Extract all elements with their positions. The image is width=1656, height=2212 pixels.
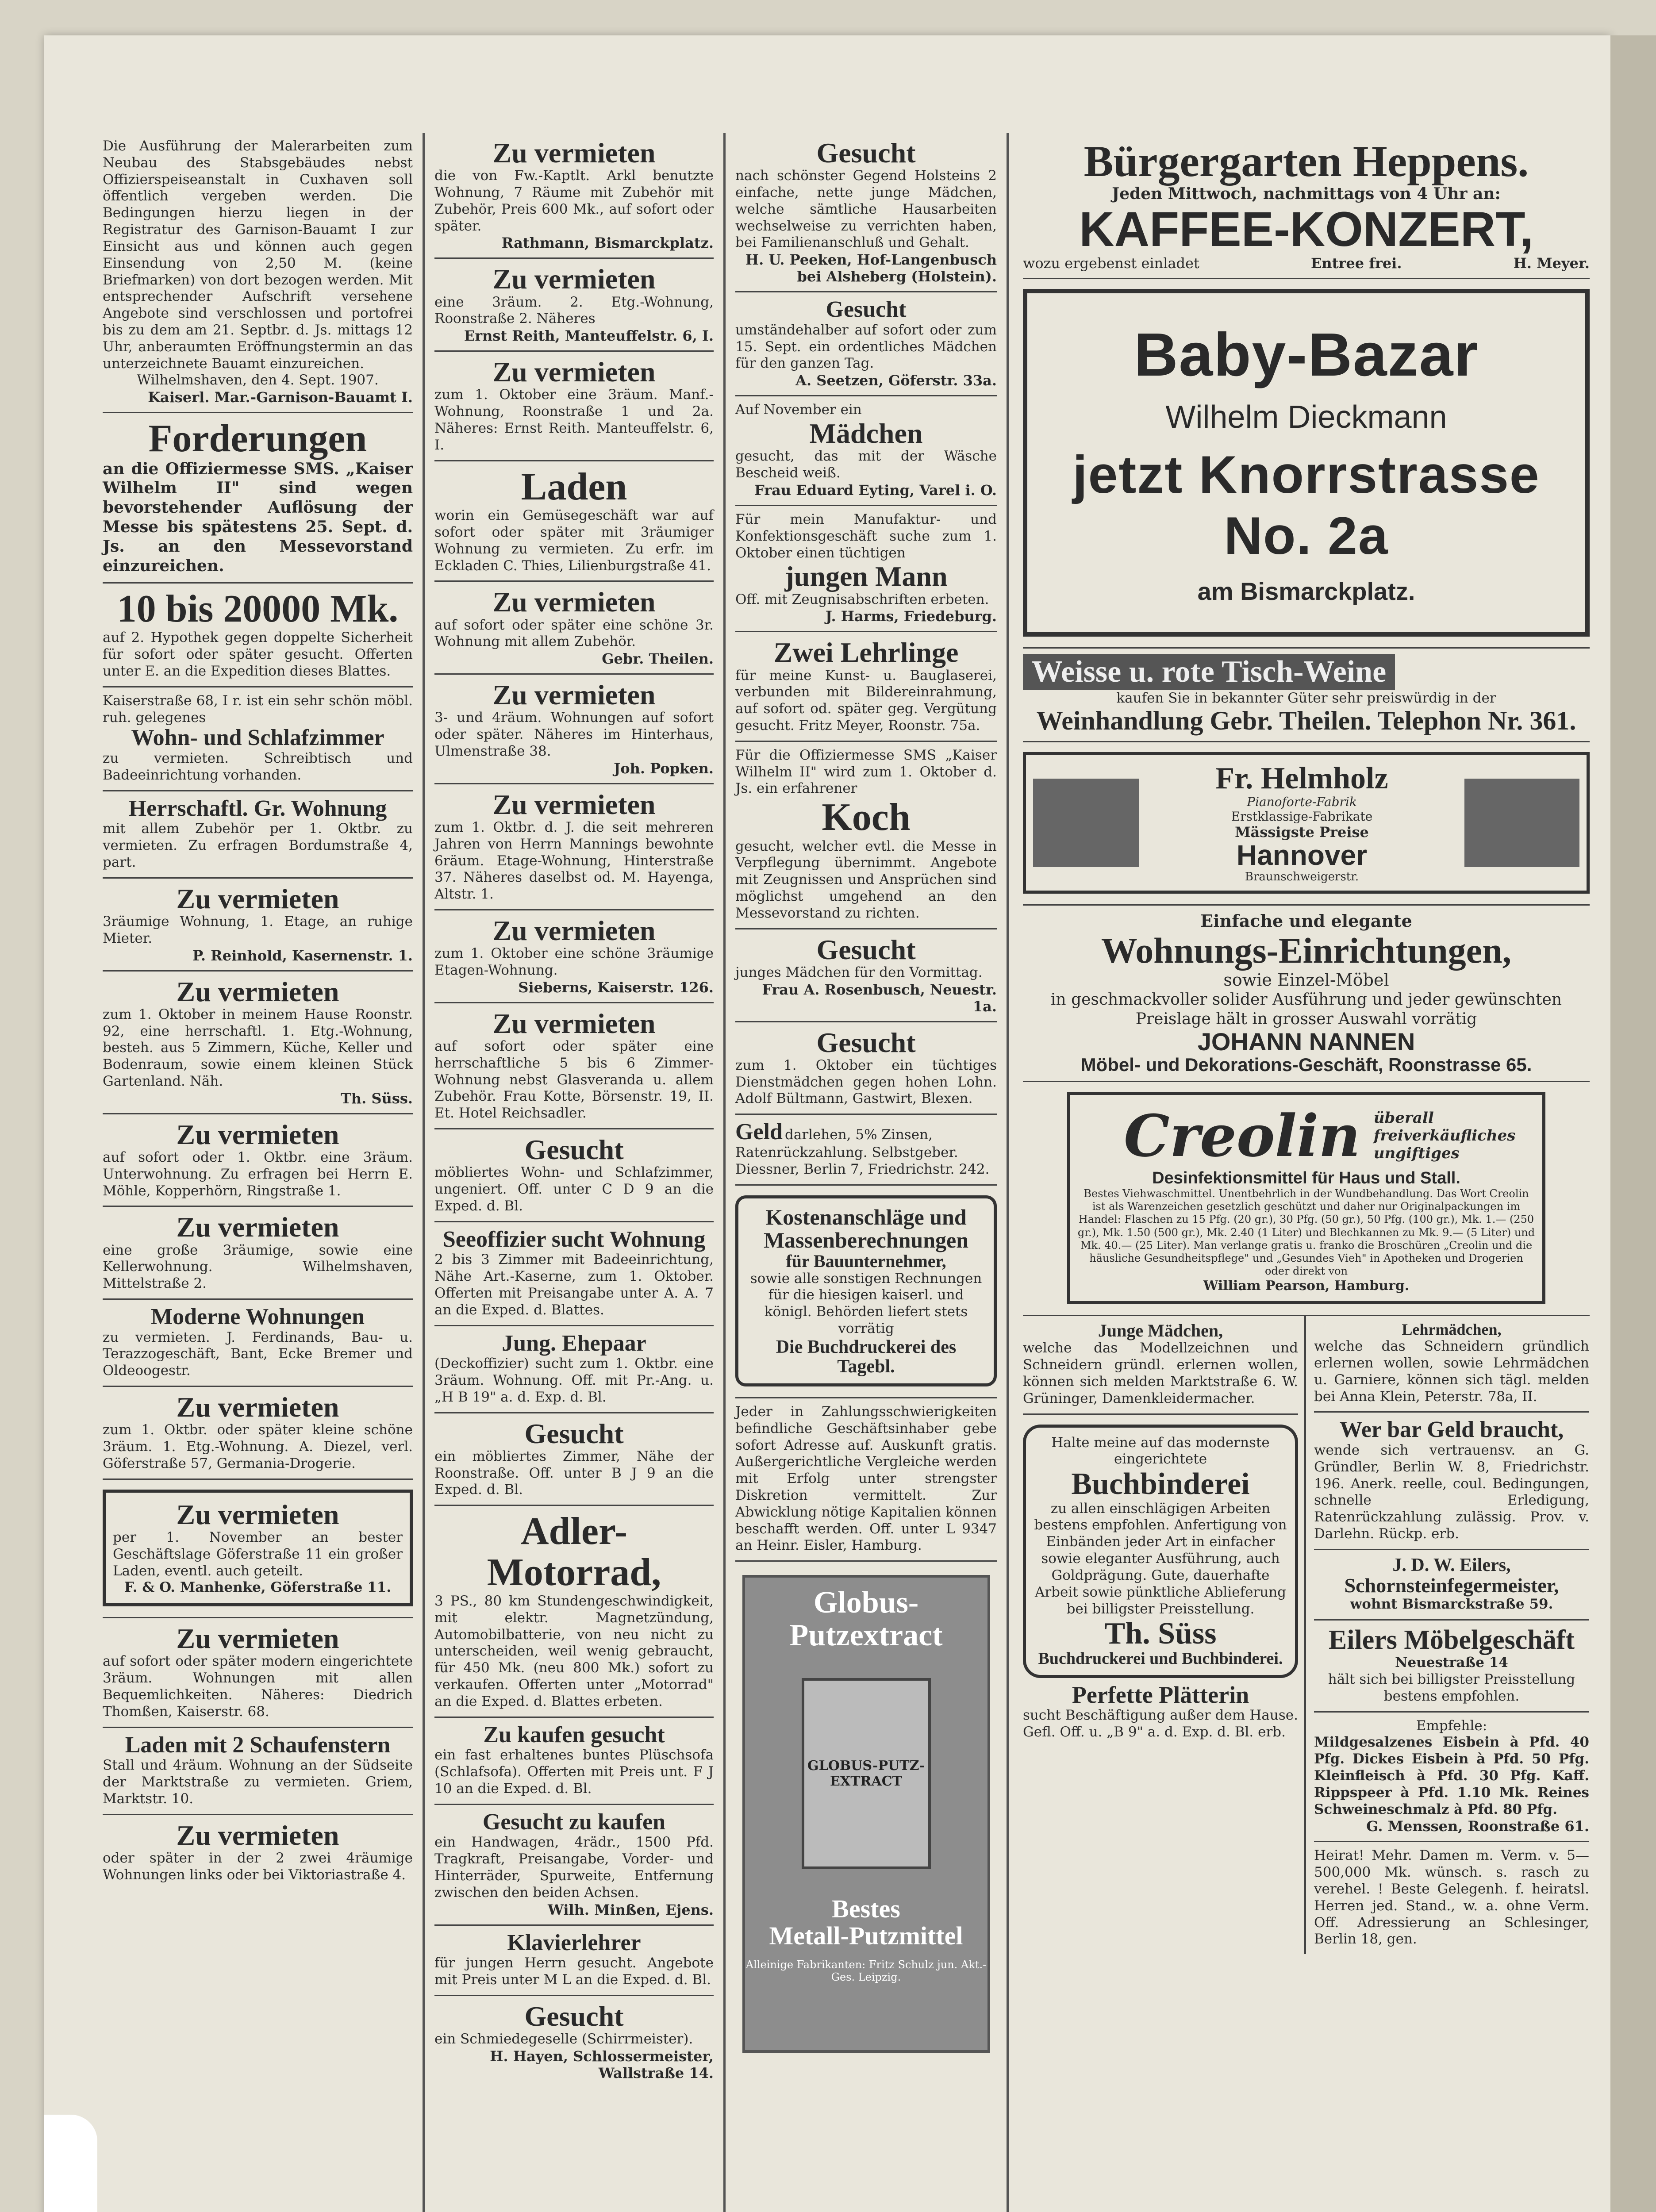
ad-heading: Zu vermieten [176,1498,339,1530]
ad-text: ein fast erhaltenes buntes Plüschsofa (Schlafsofa). Offerten mit Preis unt. F J 10 an die Exped. d. Bl. [434,1747,714,1797]
ad-place: am Bismarckplatz. [1197,577,1415,606]
ad-koch [735,742,997,929]
ad-globus [735,1562,997,2067]
ad-zu-vermieten [434,910,714,1003]
ad-signature: H. U. Peeken, Hof-Langenbusch bei Alsheberg (Holstein). [745,251,997,285]
ad-heading: Fr. Helmholz [1215,761,1388,795]
ad-intro: Kaiserstraße 68, I r. ist ein sehr schön möbl. ruh. gelegenes [103,692,413,726]
ad-zu-vermieten [103,1815,413,1890]
ad-heading: Zu vermieten [176,975,339,1007]
ad-heading: Zu vermieten [492,356,656,388]
ad-zu-vermieten [434,582,714,675]
ad-gesucht [735,1022,997,1115]
ad-baby-bazar [1023,279,1590,649]
page-edge [1610,35,1656,2212]
ad-signature: F. & O. Manhenke, Göferstraße 11. [124,1579,392,1596]
ad-text: auf 2. Hypothek gegen doppelte Sicherheit für sofort oder später gesucht. Offerten unter E. an die Expedition dieses Blattes. [103,630,413,680]
ad-gesucht [434,1129,714,1222]
ad-heading: Klavierlehrer [507,1930,641,1955]
ad-street: Braunschweigerstr. [1245,870,1359,884]
ad-name: J. D. W. Eilers, [1392,1555,1511,1575]
ad-sub: Desinfektionsmittel für Haus und Stall. [1152,1168,1460,1187]
ad-laden-schaufenster [103,1728,413,1815]
ad-address: jetzt Knorrstrasse No. 2a [1072,445,1540,566]
ad-heading: Zu vermieten [492,915,656,947]
ad-zu-vermieten [103,972,413,1114]
ad-signature: Frau Eduard Eyting, Varel i. O. [754,481,997,499]
ad-text: sucht Beschäftigung außer dem Hause. Gefl. Off. u. „B 9" a. d. Exp. d. Bl. erb. [1023,1707,1298,1740]
ad-heading: Gesucht [524,2000,624,2032]
ad-signature: Sieberns, Kaiserstr. 126. [518,979,714,996]
ad-text: auf sofort oder später modern eingerichtete 3räum. Wohnungen mit allen Bequemlichkeiten. Näheres: Diedrich Thomßen, Kaiserstr. 68. [103,1653,413,1720]
ad-seeoffizier [434,1222,714,1326]
ad-heading: Schornsteinfegermeister, [1344,1574,1559,1597]
ad-laden [434,461,714,582]
ad-text: ein möbliertes Zimmer, Nähe der Roonstraße. Off. unter B J 9 an die Exped. d. Bl. [434,1448,714,1498]
ad-lehrlinge [735,632,997,741]
ad-date: Wilhelmshaven, den 4. Sept. 1907. [137,372,379,388]
ad-signature: Weinhandlung Gebr. Theilen. Telephon Nr. 361. [1036,706,1576,735]
ad-heading: 10 bis 20000 Mk. [117,588,399,631]
ad-junge-maedchen [1023,1316,1298,1414]
lower-right [1306,1316,1589,1954]
ad-klavierlehrer [434,1926,714,1996]
ad-heading: Zu vermieten [492,1007,656,1039]
ad-text: eine 3räum. 2. Etg.-Wohnung, Roonstraße 2. Näheres [434,294,714,327]
ad-heading: Eilers Möbelgeschäft [1328,1624,1575,1655]
ad-mid: Entree frei. [1311,255,1402,272]
ad-heading: Lehrmädchen, [1402,1321,1502,1339]
ad-text: zu vermieten. Schreibtisch und Badeeinrichtung vorhanden. [103,750,413,783]
ad-signature: William Pearson, Hamburg. [1203,1278,1410,1294]
ad-zu-vermieten [434,784,714,910]
ad-heading: Gesucht zu kaufen [482,1809,666,1835]
ad-heading: Junge Mädchen, [1098,1321,1223,1341]
ad-malerarbeiten [103,133,413,413]
ad-text: gesucht, das mit der Wäsche Bescheid weiß. [735,448,997,481]
ad-signature: Kaiserl. Mar.-Garnison-Bauamt I. [148,389,413,406]
ad-intro: Empfehle: [1416,1717,1487,1734]
ad-text: möbliertes Wohn- und Schlafzimmer, ungeniert. Off. unter C D 9 an die Exped. d. Bl. [434,1164,714,1214]
ad-adler-motorrad [434,1506,714,1717]
ad-sub: Neuestraße 14 [1395,1655,1508,1671]
ad-eisbein [1314,1713,1589,1843]
ad-text: auf sofort oder später eine schöne 3r. Wohnung mit allem Zubehör. [434,617,714,650]
ad-small: Alleinige Fabrikanten: Fritz Schulz jun. Akt.-Ges. Leipzig. [745,1959,987,1984]
ad-signature: Die Buchdruckerei des Tagebl. [776,1336,957,1377]
ad-heading: Mädchen [809,418,923,449]
ad-text: zum 1. Oktbr. oder später kleine schöne 3räum. 1. Etg.-Wohnung. A. Diezel, verl. Göferstraße 57, Germania-Drogerie. [103,1422,413,1471]
ad-text: kaufen Sie in bekannter Güter sehr preiswürdig in der [1116,690,1496,706]
ad-heading: Zu vermieten [176,1391,339,1423]
ad-text: wende sich vertrauensv. an G. Gründler, Berlin W. 8, Friedrichstr. 196. Anerk. reelle, coul. Bedingungen, schnelle Erledigung, Ratenrückzahlung zulässig. Prov. v. Darlehn. Rückp. erb. [1314,1442,1589,1542]
ad-heading: Weisse u. rote Tisch-Weine [1023,654,1395,690]
ad-heading: Wohn- und Schlafzimmer [131,725,384,751]
ad-signature: Buchdruckerei und Buchbinderei. [1038,1649,1283,1668]
ad-box [103,1490,413,1606]
ad-zu-vermieten [103,1387,413,1480]
ad-intro: Einfache und elegante [1200,911,1412,931]
ad-heading: Gesucht [816,137,916,169]
ad-text: zum 1. Oktober in meinem Hause Roonstr. 92, eine herrschaftl. 1. Etg.-Wohnung, besteh. aus 5 Zimmern, Küche, Keller und Bodenraum, sowie einem kleinen Stück Gartenland. Näh. [103,1006,413,1089]
ad-text: welche das Modellzeichnen und Schneidern gründl. erlernen wollen, können sich melden Marktstraße 6. W. Grüninger, Damenkleidermacher. [1023,1340,1298,1406]
ad-creolin [1023,1082,1590,1316]
ad-heading: Jung. Ehepaar [502,1330,646,1356]
ad-gesucht [434,1413,714,1506]
ad-text: eine große 3räumige, sowie eine Kellerwohnung. Wilhelmshaven, Mittelstraße 2. [103,1242,413,1292]
ad-handwagen [434,1805,714,1926]
ad-text: oder später in der 2 zwei 4räumige Wohnungen links oder bei Viktoriastraße 4. [103,1850,413,1883]
ad-jungen-mann [735,506,997,632]
ad-helmholz [1023,742,1590,906]
ad-text: für meine Kunst- u. Bauglaserei, verbunden mit Bildereinrahmung, auf sofort od. später geg. Vergütung gesucht. Fritz Meyer, Roonstr. 75a. [735,667,997,733]
ad-text: 3räumige Wohnung, 1. Etage, an ruhige Mieter. [103,913,413,946]
ad-heading: Zu vermieten [492,263,656,295]
ad-heading: Herrschaftl. Gr. Wohnung [128,795,387,821]
ad-text: gesucht, welcher evtl. die Messe in Verpflegung übernimmt. Angebote mit Zeugnissen und Ansprüchen sind möglichst umgehend an den Messevorstand zu richten. [735,838,997,921]
ad-heading: Gesucht [524,1134,624,1166]
ad-signature: G. Menssen, Roonstraße 61. [1366,1818,1589,1835]
ad-hypothek [103,584,413,687]
ad-tisch-weine [1023,649,1590,742]
ad-box [1023,1425,1298,1678]
ad-zu-vermieten [434,133,714,259]
ad-moderne-wohnungen [103,1300,413,1387]
ad-zu-vermieten [434,675,714,784]
ad-herrschaftl-wohnung [103,791,413,879]
ad-signature: Joh. Popken. [614,760,714,777]
lower-left [1023,1316,1306,1954]
ad-text: auf sofort oder später eine herrschaftliche 5 bis 6 Zimmer-Wohnung nebst Glasveranda u. allem Zubehör. Frau Kotte, Börsenstr. 19, II. Et. Hotel Reichsadler. [434,1038,714,1121]
ad-zahlungsschwierigkeiten [735,1398,997,1562]
ad-heading: Zu vermieten [176,1211,339,1243]
ad-signature: P. Reinhold, Kasernenstr. 1. [192,947,413,964]
ad-name: Wilhelm Dieckmann [1165,399,1447,435]
ad-zu-vermieten [103,879,413,972]
ad-text: wohnt Bismarckstraße 59. [1350,1596,1553,1613]
ad-ehepaar [434,1326,714,1413]
ad-text: Bestes Viehwaschmittel. Unentbehrlich in der Wundbehandlung. Das Wort Creolin ist als Warenzeichen gesetzlich geschützt und daher nur Originalpackungen im Handel: Flaschen zu 15 Pfg. (20 gr.), 30 Pfg. (50 gr.), 50 Pfg. (100 gr.), Mk. 1.— (250 gr.), Mk. 1.50 (500 gr.), Mk. 2.40 (1 Liter) und Blechkannen zu Mk. 9.— (5 Liter) und Mk. 40.— (25 Liter). Man verlange gratis u. franko die Broschüren „Creolin und die häusliche Gesundheitspflege" und „Gesundes Vieh" in Apotheken und Drogerien oder direkt von [1077,1187,1535,1278]
ad-heading: Laden mit 2 Schaufenstern [125,1732,391,1758]
lower-row [1023,1316,1590,1954]
ad-wohn-schlafzimmer [103,687,413,791]
ad-heading: Zu vermieten [176,1118,339,1150]
ad-line: Massenberechnungen [763,1228,968,1253]
ad-text: sowie alle sonstigen Rechnungen für die hiesigen kaiserl. und königl. Behörden liefert stets vorrätig [750,1270,982,1336]
grand-piano-icon [1464,779,1579,867]
ad-heading: Wer bar Geld braucht, [1339,1417,1564,1443]
column-2 [425,133,726,2212]
ad-text: hält sich bei billigster Preisstellung bestens empfohlen. [1328,1671,1575,1704]
ad-box [1023,752,1590,894]
column-1 [93,133,425,2212]
ad-heading: Laden [521,465,627,508]
ad-sub: Jeden Mittwoch, nachmittags von 4 Uhr an: [1112,184,1501,203]
ad-heading: Zu vermieten [492,137,656,169]
ad-text: umständehalber auf sofort oder zum 15. Sept. ein ordentliches Mädchen für den ganzen Tag. [735,322,997,372]
ad-gesucht [735,929,997,1022]
ad-zu-vermieten [103,1207,413,1300]
piano-icon [1033,779,1139,867]
ad-signature: Ernst Reith, Manteuffelstr. 6, I. [464,327,714,345]
ad-text: Mildgesalzenes Eisbein à Pfd. 40 Pfg. Dickes Eisbein à Pfd. 50 Pfg. Kleinfleisch à Pfd. 30 Pfg. Kaff. Rippspeer à Pfd. 1.10 Mk. Reines Schweineschmalz à Pfd. 80 Pfg. [1314,1734,1589,1817]
ad-text: zu allen einschlägigen Arbeiten bestens empfohlen. Anfertigung von Einbänden jeder Art in einfacher sowie eleganter Ausführung, auch Goldprägung. Gute, dauerhafte Arbeit sowie pünktliche Ablieferung bei billigster Preisstellung. [1034,1500,1287,1617]
ad-buergergarten [1023,133,1590,279]
ad-text: welche das Schneidern gründlich erlernen wollen, sowie Lehrmädchen u. Garniere, können sich tägl. melden bei Anna Klein, Peterstr. 78a, II. [1314,1338,1589,1405]
ad-box [1067,1092,1545,1304]
ad-gesucht [735,133,997,292]
ad-heading: Zu vermieten [492,586,656,618]
ad-gesucht [434,1996,714,2088]
ad-heading: Zu vermieten [492,679,656,711]
ad-intro: Auf November ein [735,402,862,418]
ad-text: Halte meine auf das modernste eingerichtete [1051,1434,1270,1467]
ad-heading: Zu vermieten [176,883,339,914]
ad-heading: Koch [822,796,911,839]
ad-text: ein Schmiedegeselle (Schirrmeister). [434,2031,693,2047]
ad-text: Stall und 4räum. Wohnung an der Südseite der Marktstraße zu vermieten. Griem, Marktstr. 10. [103,1757,413,1807]
ad-text: junges Mädchen für den Vormittag. [735,964,983,980]
ad-heading: Buchbinderei [1071,1467,1250,1502]
ad-signature: H. Meyer. [1513,255,1590,272]
ad-text: auf sofort oder 1. Oktbr. eine 3räum. Unterwohnung. Zu erfragen bei Herrn E. Möhle, Kopperhörn, Ringstraße 1. [103,1149,413,1199]
ad-schornsteinfeger [1314,1550,1589,1621]
ad-text: per 1. November an bester Geschäftslage Göferstraße 11 ein großer Laden, eventl. auch geteilt. [113,1529,403,1579]
ad-text: Jeder in Zahlungsschwierigkeiten befindliche Geschäftsinhaber gebe sofort Adresse auf. Auskunft gratis. Außergerichtliche Vergleiche werden mit Erfolg unter strengster Diskretion vermittelt. Zur Abwicklung nötige Kapitalien können beschafft werden. Off. unter L 9347 an Heinr. Eisler, Hamburg. [735,1403,997,1554]
column-3 [726,133,1009,2212]
ad-name: Th. Süss [1104,1617,1217,1651]
ad-text: ein Handwagen, 4rädr., 1500 Pfd. Tragkraft, Preisangabe, Vorder- und Hinterräder, Spurweite, Entfernung zwischen den beiden Achsen. [434,1834,714,1901]
ad-line: für Bauunternehmer, [786,1251,946,1271]
ad-heading: Creolin [1124,1102,1360,1170]
globus-advert-image [742,1575,990,2053]
ad-heading: Wohnungs-Einrichtungen, [1101,930,1512,971]
ad-heading: Geld [735,1119,783,1145]
ad-line: Metall-Putzmittel [769,1921,963,1951]
ad-heirat [1314,1842,1589,1954]
ad-text: nach schönster Gegend Holsteins 2 einfache, nette junge Mädchen, welche sämtliche Hausarbeiten wechselweise zu verrichten haben, bei Familienanschluß und Gehalt. [735,168,997,251]
ad-heading: jungen Mann [784,561,948,592]
ad-heading: Adler-Motorrad, [487,1510,661,1594]
ad-text: an die Offiziermesse SMS. „Kaiser Wilhelm II" sind wegen bevorstehender Auflösung der Messe bis spätestens 25. Sept. d. Js. an den Messevorstand einzureichen. [103,459,413,576]
ad-text: Off. mit Zeugnisabschriften erbeten. [735,591,989,607]
ad-heading: Zwei Lehrlinge [773,637,959,668]
ad-zu-vermieten [434,352,714,461]
ad-heading: Moderne Wohnungen [150,1304,365,1330]
ad-heading: Seeoffizier sucht Wohnung [442,1226,706,1252]
ad-text: für jungen Herrn gesucht. Angebote mit Preis unter M L an die Exped. d. Bl. [434,1955,714,1988]
ad-signature: H. Hayen, Schlossermeister, Wallstraße 14. [490,2047,714,2081]
ad-signature: Möbel- und Dekorations-Geschäft, Roonstrasse 65. [1080,1054,1532,1075]
ad-signature: Gebr. Theilen. [602,650,714,668]
ad-text: mit allem Zubehör per 1. Oktbr. zu vermieten. Zu erfragen Bordumstraße 4, part. [103,821,413,870]
ad-text: worin ein Gemüsegeschäft war auf sofort oder später mit 3räumiger Wohnung zu vermieten. Zu erfr. im Eckladen C. Thies, Lilienburgstraße 41. [434,507,714,574]
ad-left: wozu ergebenst einladet [1023,255,1199,272]
ad-signature: Th. Süss. [341,1090,413,1107]
ad-text: zu vermieten. J. Ferdinands, Bau- u. Terazzogeschäft, Bant, Ecke Bremer und Oldeoogestr. [103,1329,413,1379]
ad-sub: Mässigste Preise [1235,824,1369,841]
ad-signature: J. Harms, Friedeburg. [825,608,997,625]
ad-heading: Gesucht [816,933,916,965]
ad-heading: Forderungen [148,417,367,461]
ad-text: in geschmackvoller solider Ausführung und jeder gewünschten Preislage hält in grosser Auswahl vorrätig [1050,991,1562,1029]
ad-zu-vermieten [434,1003,714,1129]
ad-name: JOHANN NANNEN [1197,1028,1415,1056]
ad-signature: A. Seetzen, Göferstr. 33a. [795,372,997,389]
ad-maedchen [735,396,997,506]
ad-heading: Zu vermieten [176,1819,339,1851]
ad-sub: Pianoforte-Fabrik [1247,795,1357,810]
ad-city: Hannover [1236,839,1368,872]
column-4 [1013,133,1599,2212]
ad-forderungen [103,413,413,584]
ad-zu-kaufen [434,1718,714,1805]
ad-text: 3- und 4räum. Wohnungen auf sofort oder später. Näheres im Hinterhaus, Ulmenstraße 38. [434,710,714,759]
ad-heading: Gesucht [816,1026,916,1058]
ad-text: Heirat! Mehr. Damen m. Verm. v. 5—500,000 Mk. wünsch. s. rasch zu verehel. ! Beste Gelegenh. f. heiratsl. Herren jed. Stand., w. a. ohne Verm. Off. Adressierung an Schlesinger, Berlin 18, gen. [1314,1847,1589,1947]
ad-text: zum 1. Oktober ein tüchtiges Dienstmädchen gegen hohen Lohn. Adolf Bültmann, Gastwirt, Blexen. [735,1057,997,1107]
ad-lehrmaedchen [1314,1316,1589,1413]
ad-wohnungs-einrichtungen [1023,906,1590,1082]
ad-gesucht [735,292,997,396]
ad-heading: Zu kaufen gesucht [483,1722,665,1747]
ad-text: darlehen, 5% Zinsen, Ratenrückzahlung. Selbstgeber. Diessner, Berlin 7, Friedrichstr. 242. [735,1127,990,1177]
ad-text: 2 bis 3 Zimmer mit Badeeinrichtung, Nähe Art.-Kaserne, zum 1. Oktober. Offerten mit Preisangabe unter A. A. 7 an die Exped. d. Blattes. [434,1252,714,1318]
ad-intro: Für mein Manufaktur- und Konfektionsgeschäft suche zum 1. Oktober einen tüchtigen [735,511,997,561]
ad-text: Die Ausführung der Malerarbeiten zum Neubau des Stabsgebäudes nebst Offizierspeiseanstalt in Cuxhaven soll öffentlich vergeben werden. Die Bedingungen hierzu liegen in der Registratur des Garnison-Bauamt I zur Einsicht aus und können auch gegen Einsendung von 2,50 M. (keine Briefmarken) von dort bezogen werden. Mit entsprechender Aufschrift versehene Angebote sind verschlossen und portofrei bis zu dem am 21. Septbr. d. Js. mittags 12 Uhr, anberaumten Eröffnungstermin an das unterzeichnete Bauamt einzureichen. [103,138,413,372]
ad-geld [735,1115,997,1185]
ad-signature: Frau A. Rosenbusch, Neuestr. 1a. [762,981,997,1015]
ad-sub: sowie Einzel-Möbel [1223,970,1389,990]
ad-kostenanschlaege [735,1186,997,1398]
ad-buchbinderei [1023,1415,1298,1747]
ad-text: zum 1. Oktober eine schöne 3räumige Etagen-Wohnung. [434,945,714,979]
ad-signature: Wilh. Minßen, Ejens. [547,1901,714,1918]
ad-heading: Gesucht [524,1417,624,1449]
ad-heading: Globus-Putzextract [789,1586,943,1652]
ad-side: überall freiverkäufliches ungiftiges [1373,1109,1516,1163]
ad-heading: Zu vermieten [176,1623,339,1655]
torn-corner [44,2115,97,2212]
ad-heading: Gesucht [826,297,907,323]
ad-intro: Für die Offiziermesse SMS „Kaiser Wilhelm II" wird zum 1. Oktober d. Js. ein erfahrener [735,747,997,797]
ad-line: Bestes [832,1894,900,1924]
ad-text: zum 1. Oktbr. d. J. die seit mehreren Jahren von Herrn Mannings bewohnte 6räum. Etage-Wohnung, Hinterstraße 37. Näheres daselbst od. M. Hayenga, Altstr. 1. [434,819,714,902]
ad-text: (Deckoffizier) sucht zum 1. Oktbr. eine 3räum. Wohnung. Off. mit Pr.-Ang. u. „H B 19" a. d. Exp. d. Bl. [434,1356,714,1405]
ad-big: KAFFEE-KONZERT, [1079,202,1533,257]
polish-tin-icon: GLOBUS-PUTZ-EXTRACT [802,1678,931,1869]
ad-heading: Bürgergarten Heppens. [1084,137,1529,186]
ad-text: 3 PS., 80 km Stundengeschwindigkeit, mit elektr. Magnetzündung, Automobilbatterie, von neu nicht zu unterscheiden, weil wenig gebraucht, für 450 Mk. (neu 800 Mk.) sofort zu verkaufen. Offerten unter „Motorrad" an die Exped. d. Blattes erbeten. [434,1593,714,1709]
ad-signature: Rathmann, Bismarckplatz. [501,234,714,252]
ad-heading: Zu vermieten [492,788,656,820]
ad-heading: Perfette Plätterin [1072,1681,1249,1708]
ad-sub: Erstklassige-Fabrikate [1231,809,1373,824]
ad-bar-geld [1314,1413,1589,1550]
ad-zu-vermieten [434,259,714,352]
ad-text: die von Fw.-Kaptlt. Arkl benutzte Wohnung, 7 Räume mit Zubehör mit Zubehör, Preis 600 Mk., auf sofort oder später. [434,168,714,234]
ad-heading: Baby-Bazar [1133,321,1479,389]
ad-eilers-moebel [1314,1621,1589,1713]
ad-box [735,1195,997,1386]
ad-zu-vermieten [103,1618,413,1728]
ad-text: zum 1. Oktober eine 3räum. Manf.-Wohnung, Roonstraße 1 und 2a. Näheres: Ernst Reith. Manteuffelstr. 6, I. [434,387,714,453]
ad-zu-vermieten-laden [103,1480,413,1618]
ad-box [1023,289,1590,637]
ad-zu-vermieten [103,1114,413,1207]
ad-line: Kostenanschläge und [765,1204,967,1229]
